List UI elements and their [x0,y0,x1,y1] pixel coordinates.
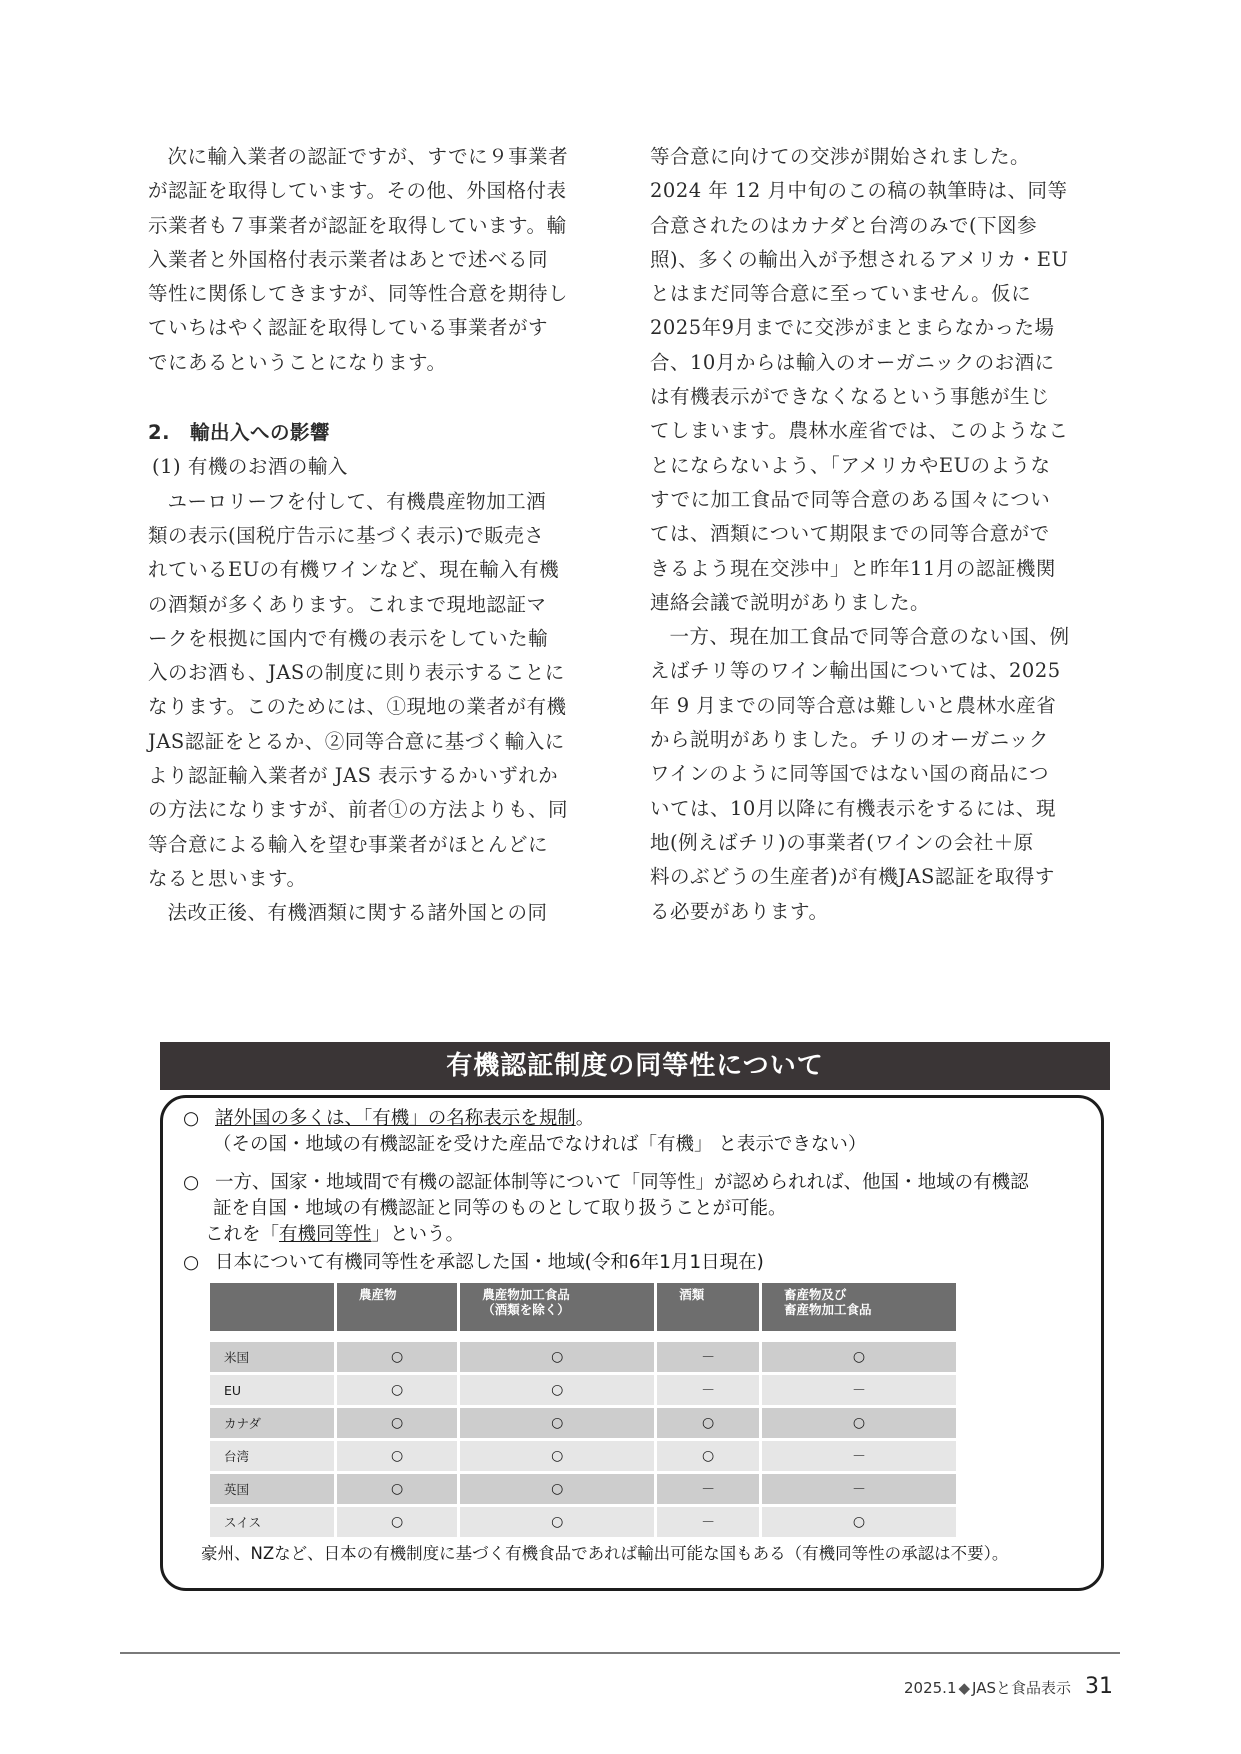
text-line: ては、酒類について期限までの同等合意がで [650,522,1050,546]
text-line: 入業者と外国格付表示業者はあとで述べる同 [148,247,549,271]
header-blank [210,1283,334,1331]
text-line: が認証を取得しています。その他、外国格付表 [148,179,567,203]
underlined-text: 諸外国の多くは、「有機」の名称表示を規制 [215,1108,576,1129]
cell: ○ [460,1474,654,1504]
header-agricultural-products: 農産物 [337,1283,457,1331]
left-column [148,140,604,931]
text-line: 等合意に向けての交渉が開始されました。 [650,145,1031,168]
text-line: 地(例えばチリ)の事業者(ワインの会社＋原 [650,830,1034,854]
equivalence-table [207,1280,959,1540]
text-line: とはまだ同等合意に至っていません。仮に [650,282,1032,306]
table-row [210,1507,956,1537]
cell: ○ [337,1441,457,1471]
footer-divider [120,1652,1120,1654]
cell: － [657,1342,759,1372]
cell: ○ [657,1441,759,1471]
text-line: 料のぶどうの生産者)が有機JAS認証を取得す [650,865,1055,889]
text-line: 類の表示(国税庁告示に基づく表示)で販売さ [148,523,545,547]
cell: ○ [657,1408,759,1438]
paragraph-importer-certification [148,140,604,380]
text-line: 2025年9月までに交渉がまとまらなかった場 [650,316,1055,340]
text: 農産物加工食品 [482,1287,570,1302]
sub-heading: (1) 有機のお酒の輸入 [152,455,348,479]
text-line: 示業者も７事業者が認証を取得しています。輸 [148,213,567,237]
text-line: ユーロリーフを付して、有機農産物加工酒 [167,489,547,513]
table-row [210,1342,956,1372]
cell: ○ [337,1474,457,1504]
spacer [148,380,604,416]
circle-bullet-icon: ○ [183,1252,200,1273]
text-line: は有機表示ができなくなるという事態が生じ [650,385,1051,409]
underlined-text: 有機同等性 [279,1224,372,1245]
cell: ○ [460,1408,654,1438]
text-line: 法改正後、有機酒類に関する諸外国との同 [167,901,548,925]
paragraph-law-revision [148,896,604,930]
text-line: とにならないよう、「アメリカやEUのような [650,453,1051,477]
cell: ○ [762,1507,956,1537]
text-line: 入のお酒も、JASの制度に則り表示することに [148,661,565,685]
text-line: 一方、現在加工食品で同等合意のない国、例 [669,625,1070,649]
table-row [210,1441,956,1471]
text-line: る必要があります。 [650,899,829,923]
bullet-approved-countries [183,1250,764,1276]
text-line: でにあるということになります。 [148,350,447,374]
right-column [650,140,1106,929]
text-line: JAS認証をとるか、②同等合意に基づく輸入に [148,729,565,753]
diamond-icon: ◆ [958,1679,971,1697]
paragraph-negotiation-status [650,140,1106,620]
text-line: なります。このためには、①現地の業者が有機 [148,695,567,719]
cell: － [657,1375,759,1405]
text-line: ていちはやく認証を取得している事業者がす [148,316,549,340]
text-line: 2024 年 12 月中旬のこの稿の執筆時は、同等 [650,179,1068,203]
cell: ○ [460,1441,654,1471]
cell: ○ [762,1408,956,1438]
bullet-equivalence-line3 [205,1222,464,1248]
cell: － [762,1441,956,1471]
text-line: 照)、多くの輸出入が予想されるアメリカ・EU [650,247,1069,271]
cell: ○ [337,1408,457,1438]
text-line: すでに加工食品で同等合意のある国々につい [650,487,1051,511]
country-cell: 英国 [210,1474,334,1504]
cell: ○ [337,1342,457,1372]
bullet-regulation [183,1106,594,1132]
text-line: 等性に関係してきますが、同等性合意を期待し [148,282,569,306]
country-cell: スイス [210,1507,334,1537]
text: 日本について有機同等性を承認した国・地域(令和6年1月1日現在) [215,1252,764,1273]
figure-note: 豪州、NZなど、日本の有機制度に基づく有機食品であれば輸出可能な国もある（有機同等性の承認は不要）。 [201,1544,1009,1563]
text: 。 [575,1108,595,1129]
text-line: 年 9 月までの同等合意は難しいと農林水産省 [650,693,1057,717]
page-number: 31 [1085,1674,1113,1699]
text: これを「 [205,1224,280,1245]
header-livestock [762,1283,956,1331]
cell: － [657,1507,759,1537]
text-line: きるよう現在交渉中」と昨年11月の認証機関 [650,556,1056,580]
bullet-equivalence-line2: 証を自国・地域の有機認証と同等のものとして取り扱うことが可能。 [213,1198,787,1219]
text-line: えばチリ等のワイン輸出国については、2025 [650,659,1061,683]
text-line: の方法になりますが、前者①の方法よりも、同 [148,798,569,822]
text-line: れているEUの有機ワインなど、現在輸入有機 [148,558,560,582]
table-header-row [210,1283,956,1331]
country-cell: カナダ [210,1408,334,1438]
text-line: から説明がありました。チリのオーガニック [650,728,1049,752]
figure-title-banner: 有機認証制度の同等性について [160,1042,1110,1090]
text-line: ワインのように同等国ではない国の商品につ [650,762,1050,786]
text: （酒類を除く） [482,1302,570,1317]
magazine-title: JASと食品表示 [972,1679,1071,1697]
text-line: てしまいます。農林水産省では、このようなこ [650,419,1069,443]
country-cell: EU [210,1375,334,1405]
table-row [210,1408,956,1438]
circle-bullet-icon: ○ [183,1172,200,1193]
cell: － [657,1474,759,1504]
cell: ○ [337,1375,457,1405]
header-processed-foods [460,1283,654,1331]
text: 畜産物及び [784,1287,847,1302]
text-line: 連絡会議で説明がありました。 [650,590,931,614]
paragraph-non-equivalent-countries [650,620,1106,929]
text: 一方、国家・地域間で有機の認証体制等について「同等性」が認められれば、他国・地域の有機認 [215,1172,1029,1193]
table-row [210,1474,956,1504]
country-cell: 台湾 [210,1441,334,1471]
text-line: いては、10月以降に有機表示をするには、現 [650,796,1056,820]
cell: － [762,1375,956,1405]
cell: ○ [460,1507,654,1537]
text-line: 合、10月からは輸入のオーガニックのお酒に [650,350,1055,374]
cell: ○ [337,1507,457,1537]
text-line: 次に輸入業者の認証ですが、すでに９事業者 [167,145,569,168]
bullet-regulation-note: （その国・地域の有機認証を受けた産品でなければ「有機」 と表示できない） [213,1134,867,1155]
cell: ○ [762,1342,956,1372]
spacer [210,1334,956,1339]
section-heading: 2. 輸出入への影響 [148,421,330,445]
cell: ○ [460,1342,654,1372]
bullet-equivalence [183,1170,1029,1196]
header-liquor: 酒類 [657,1283,759,1331]
text-line: の酒類が多くあります。これまで現地認証マ [148,592,547,616]
paragraph-organic-liquor-import [148,485,604,897]
cell: － [762,1474,956,1504]
text-line: なると思います。 [148,866,307,890]
text-line: ークを根拠に国内で有機の表示をしていた輸 [148,626,549,650]
text-line: 合意されたのはカナダと台湾のみで(下図参 [650,213,1038,237]
issue-date: 2025.1 [904,1679,957,1697]
text-line: より認証輸入業者が JAS 表示するかいずれか [148,764,559,788]
text: 畜産物加工食品 [784,1302,872,1317]
text-line: 等合意による輸入を望む事業者がほとんどに [148,832,549,856]
text: 」という。 [371,1224,465,1245]
table-row [210,1375,956,1405]
cell: ○ [460,1375,654,1405]
circle-bullet-icon: ○ [183,1108,200,1129]
figure-box [160,1095,1104,1591]
country-cell: 米国 [210,1342,334,1372]
page-footer [904,1674,1113,1699]
